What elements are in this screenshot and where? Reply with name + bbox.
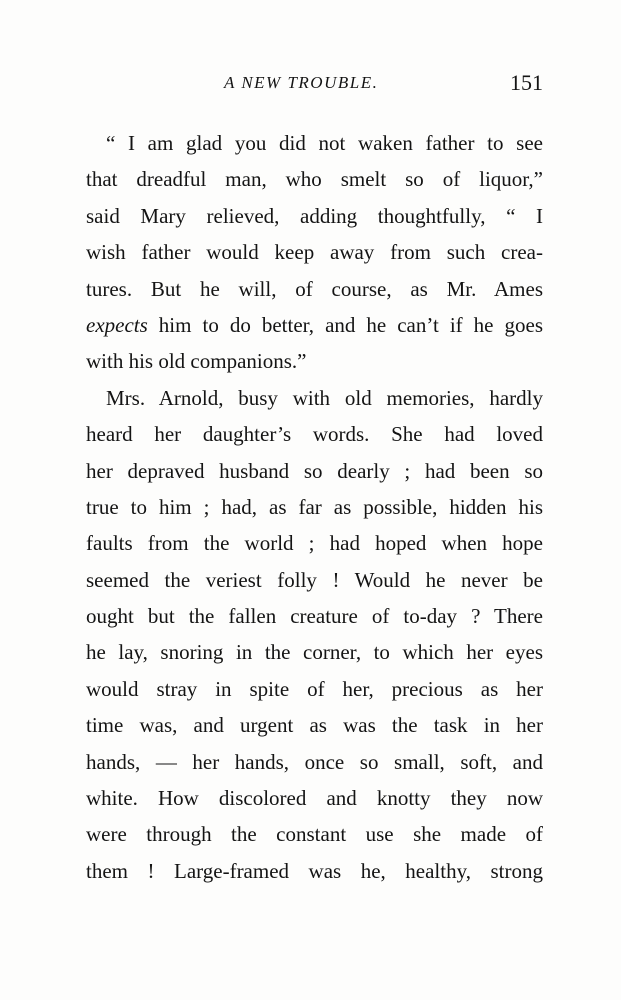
running-title: A NEW TROUBLE. xyxy=(224,73,379,92)
text-line: he lay, snoring in the corner, to which her eyes xyxy=(86,640,543,665)
text-line: ought but the fallen creature of to-day ? There xyxy=(86,604,543,629)
text-line: time was, and urgent as was the task in her xyxy=(86,713,543,738)
text-line: wish father would keep away from such crea- xyxy=(86,240,543,265)
page-number: 151 xyxy=(510,70,543,95)
text-line: Mrs. Arnold, busy with old memories, hardly xyxy=(106,385,543,410)
running-head xyxy=(86,70,543,100)
text-line: seemed the veriest folly ! Would he never be xyxy=(86,567,543,592)
text-line: heard her daughter’s words. She had loved xyxy=(86,422,543,447)
text-line: with his old companions.” xyxy=(86,349,307,374)
text-line: were through the constant use she made of xyxy=(86,822,543,847)
text-line: “ I am glad you did not waken father to see xyxy=(106,131,543,155)
text-line: faults from the world ; had hoped when hope xyxy=(86,531,543,556)
text-line: tures. But he will, of course, as Mr. Ames xyxy=(86,276,543,301)
text-line: white. How discolored and knotty they now xyxy=(86,786,543,811)
body-text xyxy=(86,125,543,889)
text-line: them ! Large-framed was he, healthy, strong xyxy=(86,858,543,883)
text-line: true to him ; had, as far as possible, hidden his xyxy=(86,494,543,519)
text-line: expects him to do better, and he can’t if he goes xyxy=(86,312,543,337)
text-line: would stray in spite of her, precious as her xyxy=(86,676,543,701)
text-line: said Mary relieved, adding thoughtfully, “ I xyxy=(86,203,543,228)
text-line: that dreadful man, who smelt so of liquor,” xyxy=(86,167,543,192)
text-line: her depraved husband so dearly ; had been so xyxy=(86,458,543,483)
text-line: hands, — her hands, once so small, soft, and xyxy=(86,749,543,774)
